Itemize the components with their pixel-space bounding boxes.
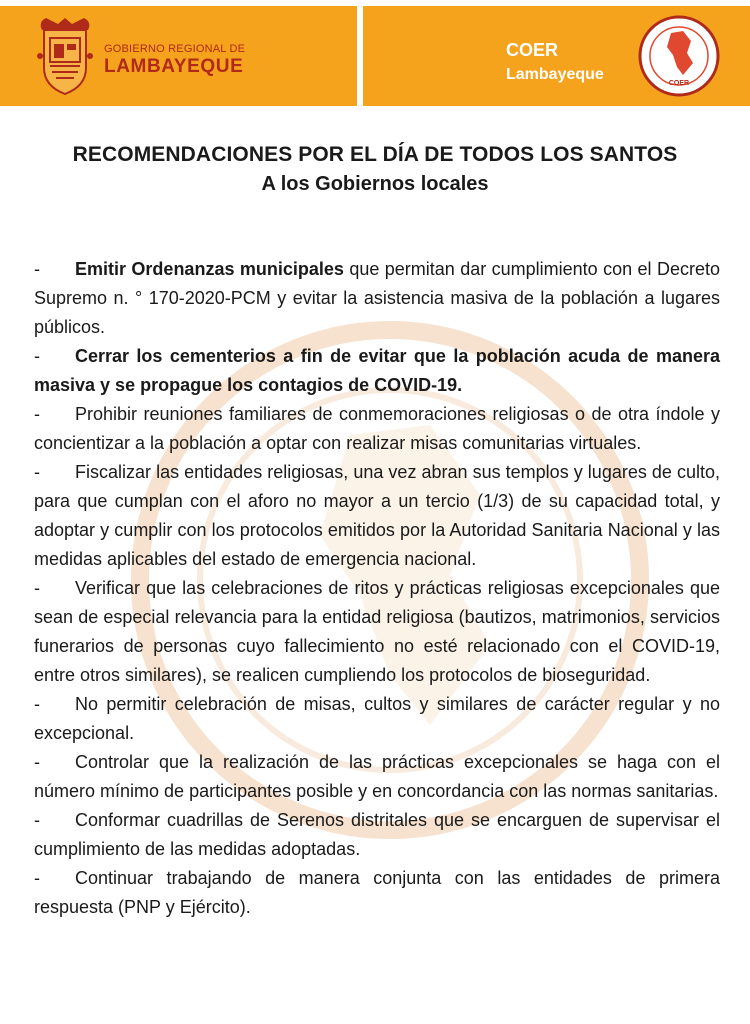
item-bold: Cerrar los cementerios a fin de evitar que la población acuda de manera masiva y se propague los contagios de COVID-19.: [34, 346, 720, 395]
bullet-dash: -: [34, 694, 40, 714]
gob-line1: GOBIERNO REGIONAL DE: [104, 43, 246, 55]
header-right-banner: [363, 6, 750, 106]
item-text: Conformar cuadrillas de Serenos distritales que se encarguen de supervisar el cumplimiento de las medidas adoptadas.: [34, 810, 720, 859]
coat-of-arms-icon: [36, 16, 94, 96]
recommendations-list: [34, 255, 720, 922]
bullet-dash: -: [34, 578, 40, 598]
document-title: [0, 143, 750, 196]
item-text: Continuar trabajando de manera conjunta con las entidades de primera respuesta (PNP y Ejército).: [34, 868, 720, 917]
item-text: Prohibir reuniones familiares de conmemoraciones religiosas o de otra índole y concientizar a la población a optar con realizar misas comunitarias virtuales.: [34, 404, 720, 453]
gob-line2: LAMBAYEQUE: [104, 56, 244, 77]
list-item: [34, 255, 720, 342]
title-line2: A los Gobiernos locales: [261, 173, 489, 195]
list-item: [34, 864, 720, 922]
list-item: [34, 748, 720, 806]
title-line1: RECOMENDACIONES POR EL DÍA DE TODOS LOS SANTOS: [72, 143, 678, 166]
bullet-dash: -: [34, 346, 40, 366]
coer-title: [506, 40, 604, 84]
bullet-dash: -: [34, 868, 40, 888]
item-text: que permitan dar cumplimiento con el Decreto Supremo n. ° 170-2020-PCM y evitar la asistencia masiva de la población a lugares públicos.: [34, 259, 720, 337]
coer-city: Lambayeque: [506, 66, 604, 83]
bullet-dash: -: [34, 259, 40, 279]
gobierno-regional-logo-text: [104, 44, 245, 76]
coer-name: COER: [506, 40, 559, 60]
bullet-dash: -: [34, 462, 40, 482]
item-text: No permitir celebración de misas, cultos y similares de carácter regular y no excepcional.: [34, 694, 720, 743]
header-left-banner: [0, 6, 357, 106]
item-text: Fiscalizar las entidades religiosas, una vez abran sus templos y lugares de culto, para que cumplan con el aforo no mayor a un tercio (1/3) de su capacidad total, y adoptar y cumplir con los protocolos emitidos por la Autoridad Sanitaria Nacional y las medidas aplicables del estado de emergencia nacional.: [34, 462, 720, 569]
bullet-dash: -: [34, 752, 40, 772]
list-item: [34, 690, 720, 748]
list-item: [34, 400, 720, 458]
bullet-dash: -: [34, 404, 40, 424]
list-item: [34, 574, 720, 690]
list-item: [34, 342, 720, 400]
list-item: [34, 806, 720, 864]
list-item: [34, 458, 720, 574]
bullet-dash: -: [34, 810, 40, 830]
coer-seal-logo: [637, 11, 721, 101]
item-text: Verificar que las celebraciones de ritos y prácticas religiosas excepcionales que sean de especial relevancia para la entidad religiosa (bautizos, matrimonios, servicios funerarios de personas cuyo fallecimiento no esté relacionado con el COVID-19, entre otros similares), se realicen cumpliendo los protocolos de bioseguridad.: [34, 578, 720, 685]
item-bold: Emitir Ordenanzas municipales: [75, 259, 344, 279]
item-text: Controlar que la realización de las prácticas excepcionales se haga con el número mínimo de participantes posible y en concordancia con las normas sanitarias.: [34, 752, 720, 801]
seal-text: COER: [668, 80, 690, 87]
